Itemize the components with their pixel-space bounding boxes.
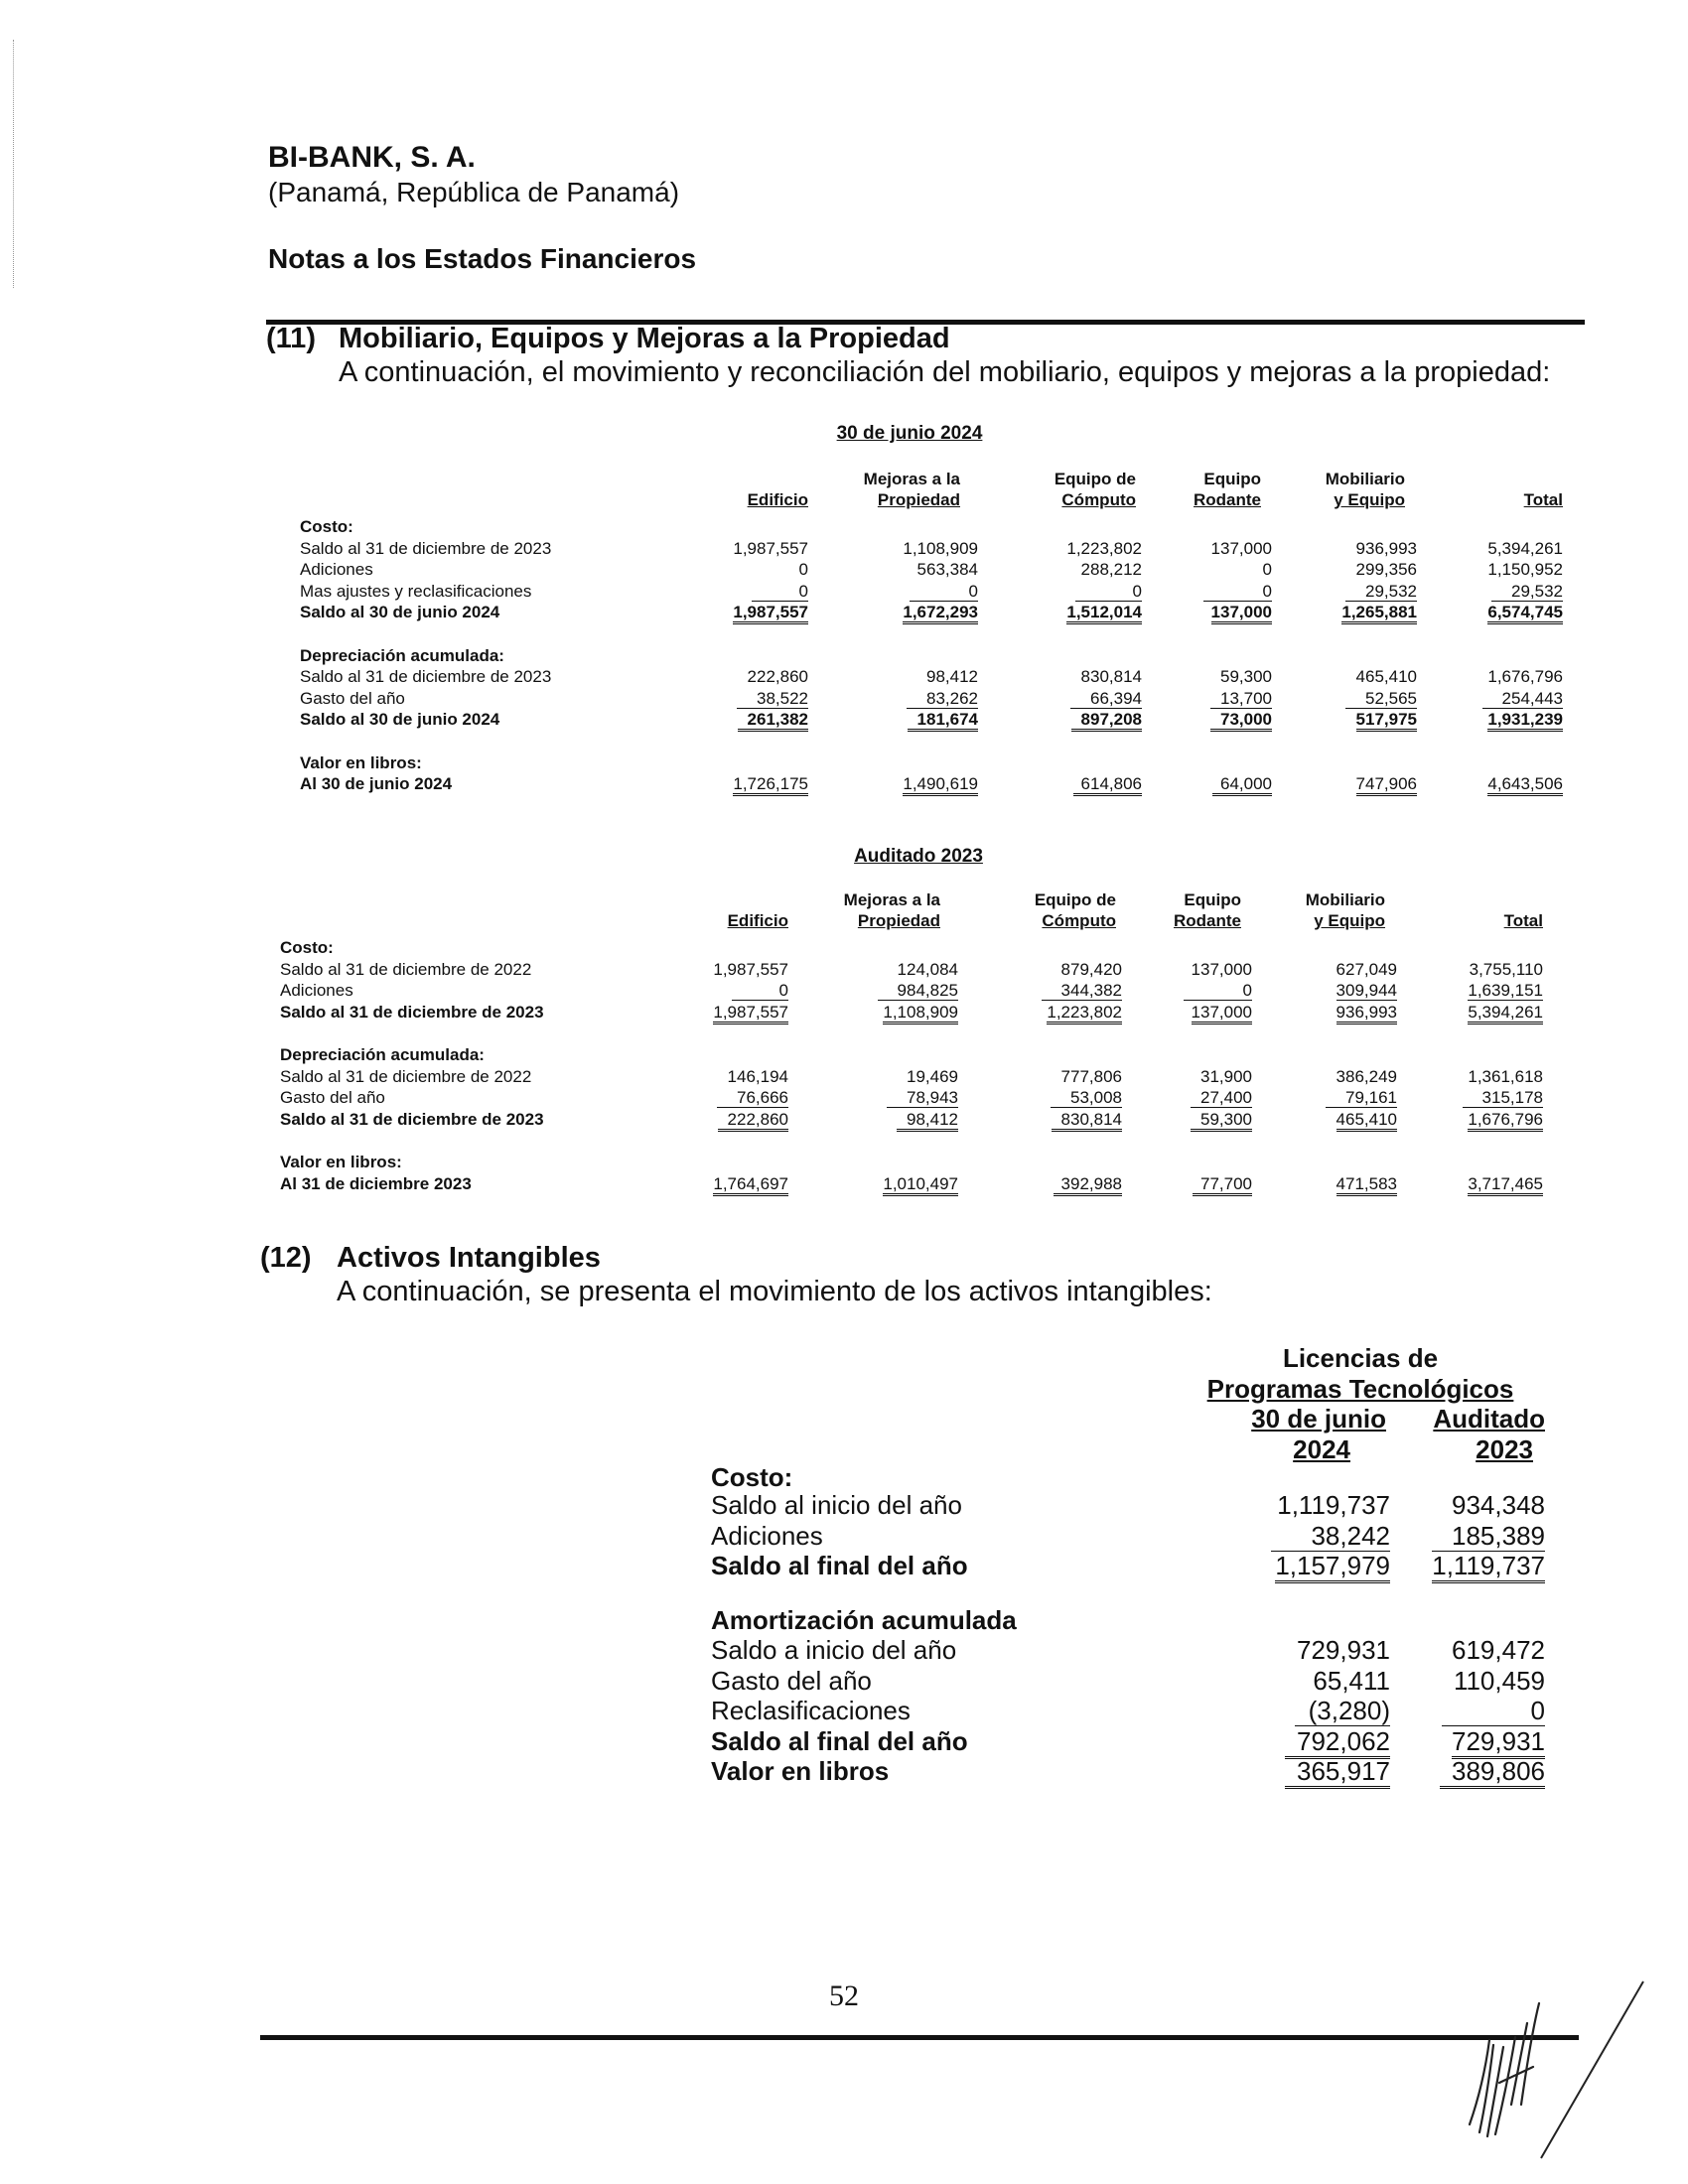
label-depreciacion: Depreciación acumulada: [300, 645, 504, 665]
cell: 0 [978, 581, 1142, 603]
cell: 146,194 [727, 1066, 788, 1086]
row-label: Reclasificaciones [711, 1696, 911, 1725]
cell: 59,300 [1122, 1109, 1252, 1131]
table-row [711, 1666, 1545, 1697]
note-11-number: (11) [266, 323, 316, 354]
col-edificio: Edificio [747, 490, 808, 509]
cell: 1,639,151 [1468, 981, 1543, 1000]
table-row-total [300, 709, 1563, 731]
cell: 1,265,881 [1272, 602, 1417, 623]
cell: 365,917 [1197, 1756, 1390, 1787]
table-row-total [280, 1173, 1543, 1195]
row-label: Saldo al 31 de diciembre de 2022 [280, 1066, 532, 1086]
cell: 222,860 [639, 1109, 788, 1131]
fixed-assets-table-2024 [300, 469, 1563, 795]
cell: 1,672,293 [808, 602, 978, 623]
table-row [711, 1521, 1545, 1552]
cell: 0 [1390, 1696, 1545, 1726]
cell: 936,993 [1252, 1002, 1397, 1024]
row-label: Saldo a inicio del año [711, 1635, 957, 1665]
note-11-title: Mobiliario, Equipos y Mejoras a la Propiedad [339, 323, 950, 354]
table-header-row [711, 1404, 1545, 1434]
row-label: Adiciones [300, 560, 373, 579]
cell: 38,242 [1197, 1521, 1390, 1552]
cell: 614,806 [978, 773, 1142, 795]
cell: 59,300 [1220, 667, 1272, 686]
cell: 53,008 [958, 1087, 1122, 1109]
cell: 98,412 [926, 667, 978, 686]
col-rodante: Equipo Rodante [1194, 470, 1261, 509]
intangibles-header [1182, 1343, 1539, 1404]
intangibles-table [711, 1404, 1545, 1787]
cell: 0 [798, 560, 808, 579]
note-12-title: Activos Intangibles [337, 1242, 601, 1274]
col-edificio: Edificio [727, 911, 788, 930]
cell: 29,532 [1417, 581, 1563, 603]
cell: 27,400 [1122, 1087, 1252, 1109]
row-label: Saldo al 31 de diciembre de 2023 [280, 1109, 544, 1129]
row-label: Al 31 de diciembre 2023 [280, 1173, 472, 1193]
cell: 1,157,979 [1197, 1551, 1390, 1581]
cell: 288,212 [1080, 560, 1142, 579]
row-label: Saldo al 31 de diciembre de 2023 [280, 1002, 544, 1022]
cell: 137,000 [1122, 1002, 1252, 1024]
col-mobiliario: Mobiliario y Equipo [1325, 470, 1405, 509]
col-total: Total [1503, 911, 1543, 930]
cell: 315,178 [1397, 1087, 1543, 1109]
cell: 465,410 [1252, 1109, 1397, 1131]
col-total: Total [1523, 490, 1563, 509]
row-label: Al 30 de junio 2024 [300, 774, 453, 793]
col-2023-year: 2023 [1476, 1433, 1533, 1464]
cell: 1,150,952 [1487, 560, 1563, 579]
header-spacer [711, 1404, 1197, 1434]
table-row [300, 666, 1563, 688]
cell: 65,411 [1313, 1665, 1390, 1696]
table-row-total [711, 1726, 1545, 1757]
table-row [300, 538, 1563, 560]
cell: 897,208 [978, 709, 1142, 731]
cell: 38,522 [659, 688, 808, 710]
table-row [280, 980, 1543, 1002]
cell: 222,860 [747, 667, 808, 686]
note-11-intro: A continuación, el movimiento y reconciliación del mobiliario, equipos y mejoras a la propiedad: [339, 356, 1551, 388]
col-mejoras: Mejoras a la Propiedad [863, 470, 960, 509]
cell: 110,459 [1453, 1665, 1545, 1696]
table-row-total [711, 1756, 1545, 1787]
col-mejoras: Mejoras a la Propiedad [843, 890, 940, 930]
cell: 31,900 [1200, 1066, 1252, 1086]
cell: 1,108,909 [903, 538, 978, 558]
cell: 19,469 [907, 1066, 958, 1086]
cell: 1,010,497 [788, 1173, 958, 1195]
table-row [711, 1490, 1545, 1521]
period-title-2023: Auditado 2023 [854, 846, 983, 867]
row-label: Adiciones [280, 981, 353, 1000]
fixed-assets-table-2023 [280, 889, 1543, 1194]
row-label: Saldo al 30 de junio 2024 [300, 710, 500, 729]
cell: 563,384 [916, 560, 978, 579]
cell: 309,944 [1336, 981, 1397, 1000]
row-label: Saldo al 31 de diciembre de 2023 [300, 538, 552, 558]
row-label: Saldo al 30 de junio 2024 [300, 603, 500, 621]
note-12-number: (12) [260, 1242, 312, 1274]
row-label: Gasto del año [711, 1665, 872, 1696]
row-label: Mas ajustes y reclasificaciones [300, 581, 532, 601]
note-12-intro: A continuación, se presenta el movimiento de los activos intangibles: [337, 1276, 1212, 1307]
margin-dotted-line [13, 40, 14, 288]
table-row [711, 1635, 1545, 1666]
row-label: Adiciones [711, 1520, 823, 1551]
notes-title: Notas a los Estados Financieros [268, 243, 697, 274]
cell: 465,410 [1355, 667, 1417, 686]
cell: 137,000 [1142, 602, 1272, 623]
label-depreciacion: Depreciación acumulada: [280, 1045, 485, 1064]
cell: 0 [1122, 980, 1252, 1002]
cell: 1,987,557 [713, 959, 788, 979]
row-label: Gasto del año [280, 1088, 385, 1107]
col-2024: 30 de junio [1251, 1404, 1386, 1433]
cell: 5,394,261 [1397, 1002, 1543, 1024]
cell: 124,084 [897, 959, 958, 979]
cell: 777,806 [1060, 1066, 1122, 1086]
cell: 619,472 [1452, 1635, 1545, 1665]
cell: 77,700 [1122, 1173, 1252, 1195]
table-row [280, 1087, 1543, 1109]
cell: 1,490,619 [808, 773, 978, 795]
cell: 1,361,618 [1468, 1066, 1543, 1086]
cell: 729,931 [1297, 1635, 1390, 1665]
label-costo: Costo: [280, 938, 334, 957]
label-valor-libros: Valor en libros: [300, 752, 422, 772]
cell: 1,726,175 [659, 773, 808, 795]
row-label: Saldo al final del año [711, 1551, 968, 1580]
cell: 137,000 [1210, 538, 1272, 558]
cell: 254,443 [1417, 688, 1563, 710]
cell: 936,993 [1355, 538, 1417, 558]
cell: 79,161 [1252, 1087, 1397, 1109]
cell: 747,906 [1272, 773, 1417, 795]
cell: 830,814 [958, 1109, 1122, 1131]
cell: 83,262 [808, 688, 978, 710]
cell: 0 [659, 581, 808, 603]
cell: 1,108,909 [788, 1002, 958, 1024]
col-computo: Equipo de Cómputo [1054, 470, 1136, 509]
cell: 984,825 [788, 980, 958, 1002]
table-row [300, 581, 1563, 603]
label-costo [711, 1434, 1197, 1465]
cell: 729,931 [1390, 1726, 1545, 1757]
cell: 517,975 [1272, 709, 1417, 731]
cell: 1,987,557 [639, 1002, 788, 1024]
cell: 137,000 [1191, 959, 1252, 979]
company-name: BI-BANK, S. A. [268, 141, 476, 174]
period-title-2024: 30 de junio 2024 [836, 423, 983, 444]
cell: 0 [1142, 581, 1272, 603]
cell: 299,356 [1355, 560, 1417, 579]
cell: 6,574,745 [1417, 602, 1563, 623]
table-header-row [711, 1434, 1545, 1465]
cell: 1,119,737 [1277, 1490, 1390, 1520]
cell: 73,000 [1142, 709, 1272, 731]
cell: 830,814 [1080, 667, 1142, 686]
table-header-row [280, 889, 1543, 937]
footer-rule [260, 2035, 1579, 2040]
cell: 1,764,697 [639, 1173, 788, 1195]
company-location: (Panamá, República de Panamá) [268, 177, 680, 207]
col-rodante: Equipo Rodante [1174, 890, 1241, 930]
cell: 181,674 [808, 709, 978, 731]
cell: 1,119,737 [1390, 1551, 1545, 1581]
cell: 0 [639, 980, 788, 1002]
table-row-total [711, 1551, 1545, 1581]
cell: 1,676,796 [1397, 1109, 1543, 1131]
cell: 386,249 [1336, 1066, 1397, 1086]
cell: 76,666 [639, 1087, 788, 1109]
intangibles-header-line1: Licencias de [1282, 1343, 1439, 1373]
cell: 98,412 [788, 1109, 958, 1131]
cell: 792,062 [1197, 1726, 1390, 1757]
cell: 471,583 [1252, 1173, 1397, 1195]
table-row [280, 1066, 1543, 1088]
cell: 13,700 [1142, 688, 1272, 710]
cell: 344,382 [958, 980, 1122, 1002]
label-costo-text: Costo: [711, 1462, 793, 1492]
label-valor-libros: Valor en libros: [280, 1153, 402, 1171]
table-row-total [280, 1002, 1543, 1024]
row-label: Gasto del año [300, 688, 405, 708]
table-row [711, 1696, 1545, 1726]
row-label: Saldo al 31 de diciembre de 2022 [280, 959, 532, 979]
cell: 1,223,802 [958, 1002, 1122, 1024]
col-2023: Auditado [1433, 1404, 1545, 1433]
cell: 78,943 [788, 1087, 958, 1109]
cell: 185,389 [1390, 1521, 1545, 1552]
cell: 389,806 [1390, 1756, 1545, 1787]
col-computo: Equipo de Cómputo [1034, 890, 1116, 930]
table-row [300, 688, 1563, 710]
page-number: 52 [829, 1979, 859, 2012]
cell: 0 [808, 581, 978, 603]
cell: 879,420 [1060, 959, 1122, 979]
signature-mark [1430, 1976, 1668, 2164]
cell: 934,348 [1452, 1490, 1545, 1520]
row-label: Saldo al inicio del año [711, 1490, 962, 1520]
cell: 1,512,014 [978, 602, 1142, 623]
table-row-total [280, 1109, 1543, 1131]
table-header-row [300, 469, 1563, 516]
cell: 0 [1262, 560, 1272, 579]
row-label: Valor en libros [711, 1756, 890, 1786]
table-row [280, 959, 1543, 981]
header-spacer [280, 889, 639, 937]
col-mobiliario: Mobiliario y Equipo [1305, 890, 1385, 930]
cell: 1,676,796 [1487, 667, 1563, 686]
cell: 627,049 [1336, 959, 1397, 979]
cell: 3,717,465 [1397, 1173, 1543, 1195]
cell: 52,565 [1272, 688, 1417, 710]
row-label: Saldo al 31 de diciembre de 2023 [300, 667, 552, 686]
cell: 1,223,802 [1066, 538, 1142, 558]
table-row [300, 559, 1563, 581]
cell: 64,000 [1142, 773, 1272, 795]
cell: 4,643,506 [1417, 773, 1563, 795]
label-costo: Costo: [300, 517, 353, 536]
label-amortizacion: Amortización acumulada [711, 1604, 1017, 1635]
cell: 29,532 [1272, 581, 1417, 603]
cell: 1,987,557 [659, 602, 808, 623]
cell: 66,394 [978, 688, 1142, 710]
table-row-total [300, 602, 1563, 623]
cell: 1,987,557 [733, 538, 808, 558]
cell: 392,988 [958, 1173, 1122, 1195]
cell: 3,755,110 [1469, 959, 1543, 979]
intangibles-header-line2: Programas Tecnológicos [1206, 1373, 1514, 1404]
table-row-total [300, 773, 1563, 795]
cell: 261,382 [659, 709, 808, 731]
row-label: Saldo al final del año [711, 1725, 968, 1756]
cell: 5,394,261 [1487, 538, 1563, 558]
cell: 1,931,239 [1417, 709, 1563, 731]
col-2024-year: 2024 [1293, 1433, 1350, 1464]
cell: (3,280) [1197, 1696, 1390, 1726]
header-spacer [300, 469, 659, 516]
